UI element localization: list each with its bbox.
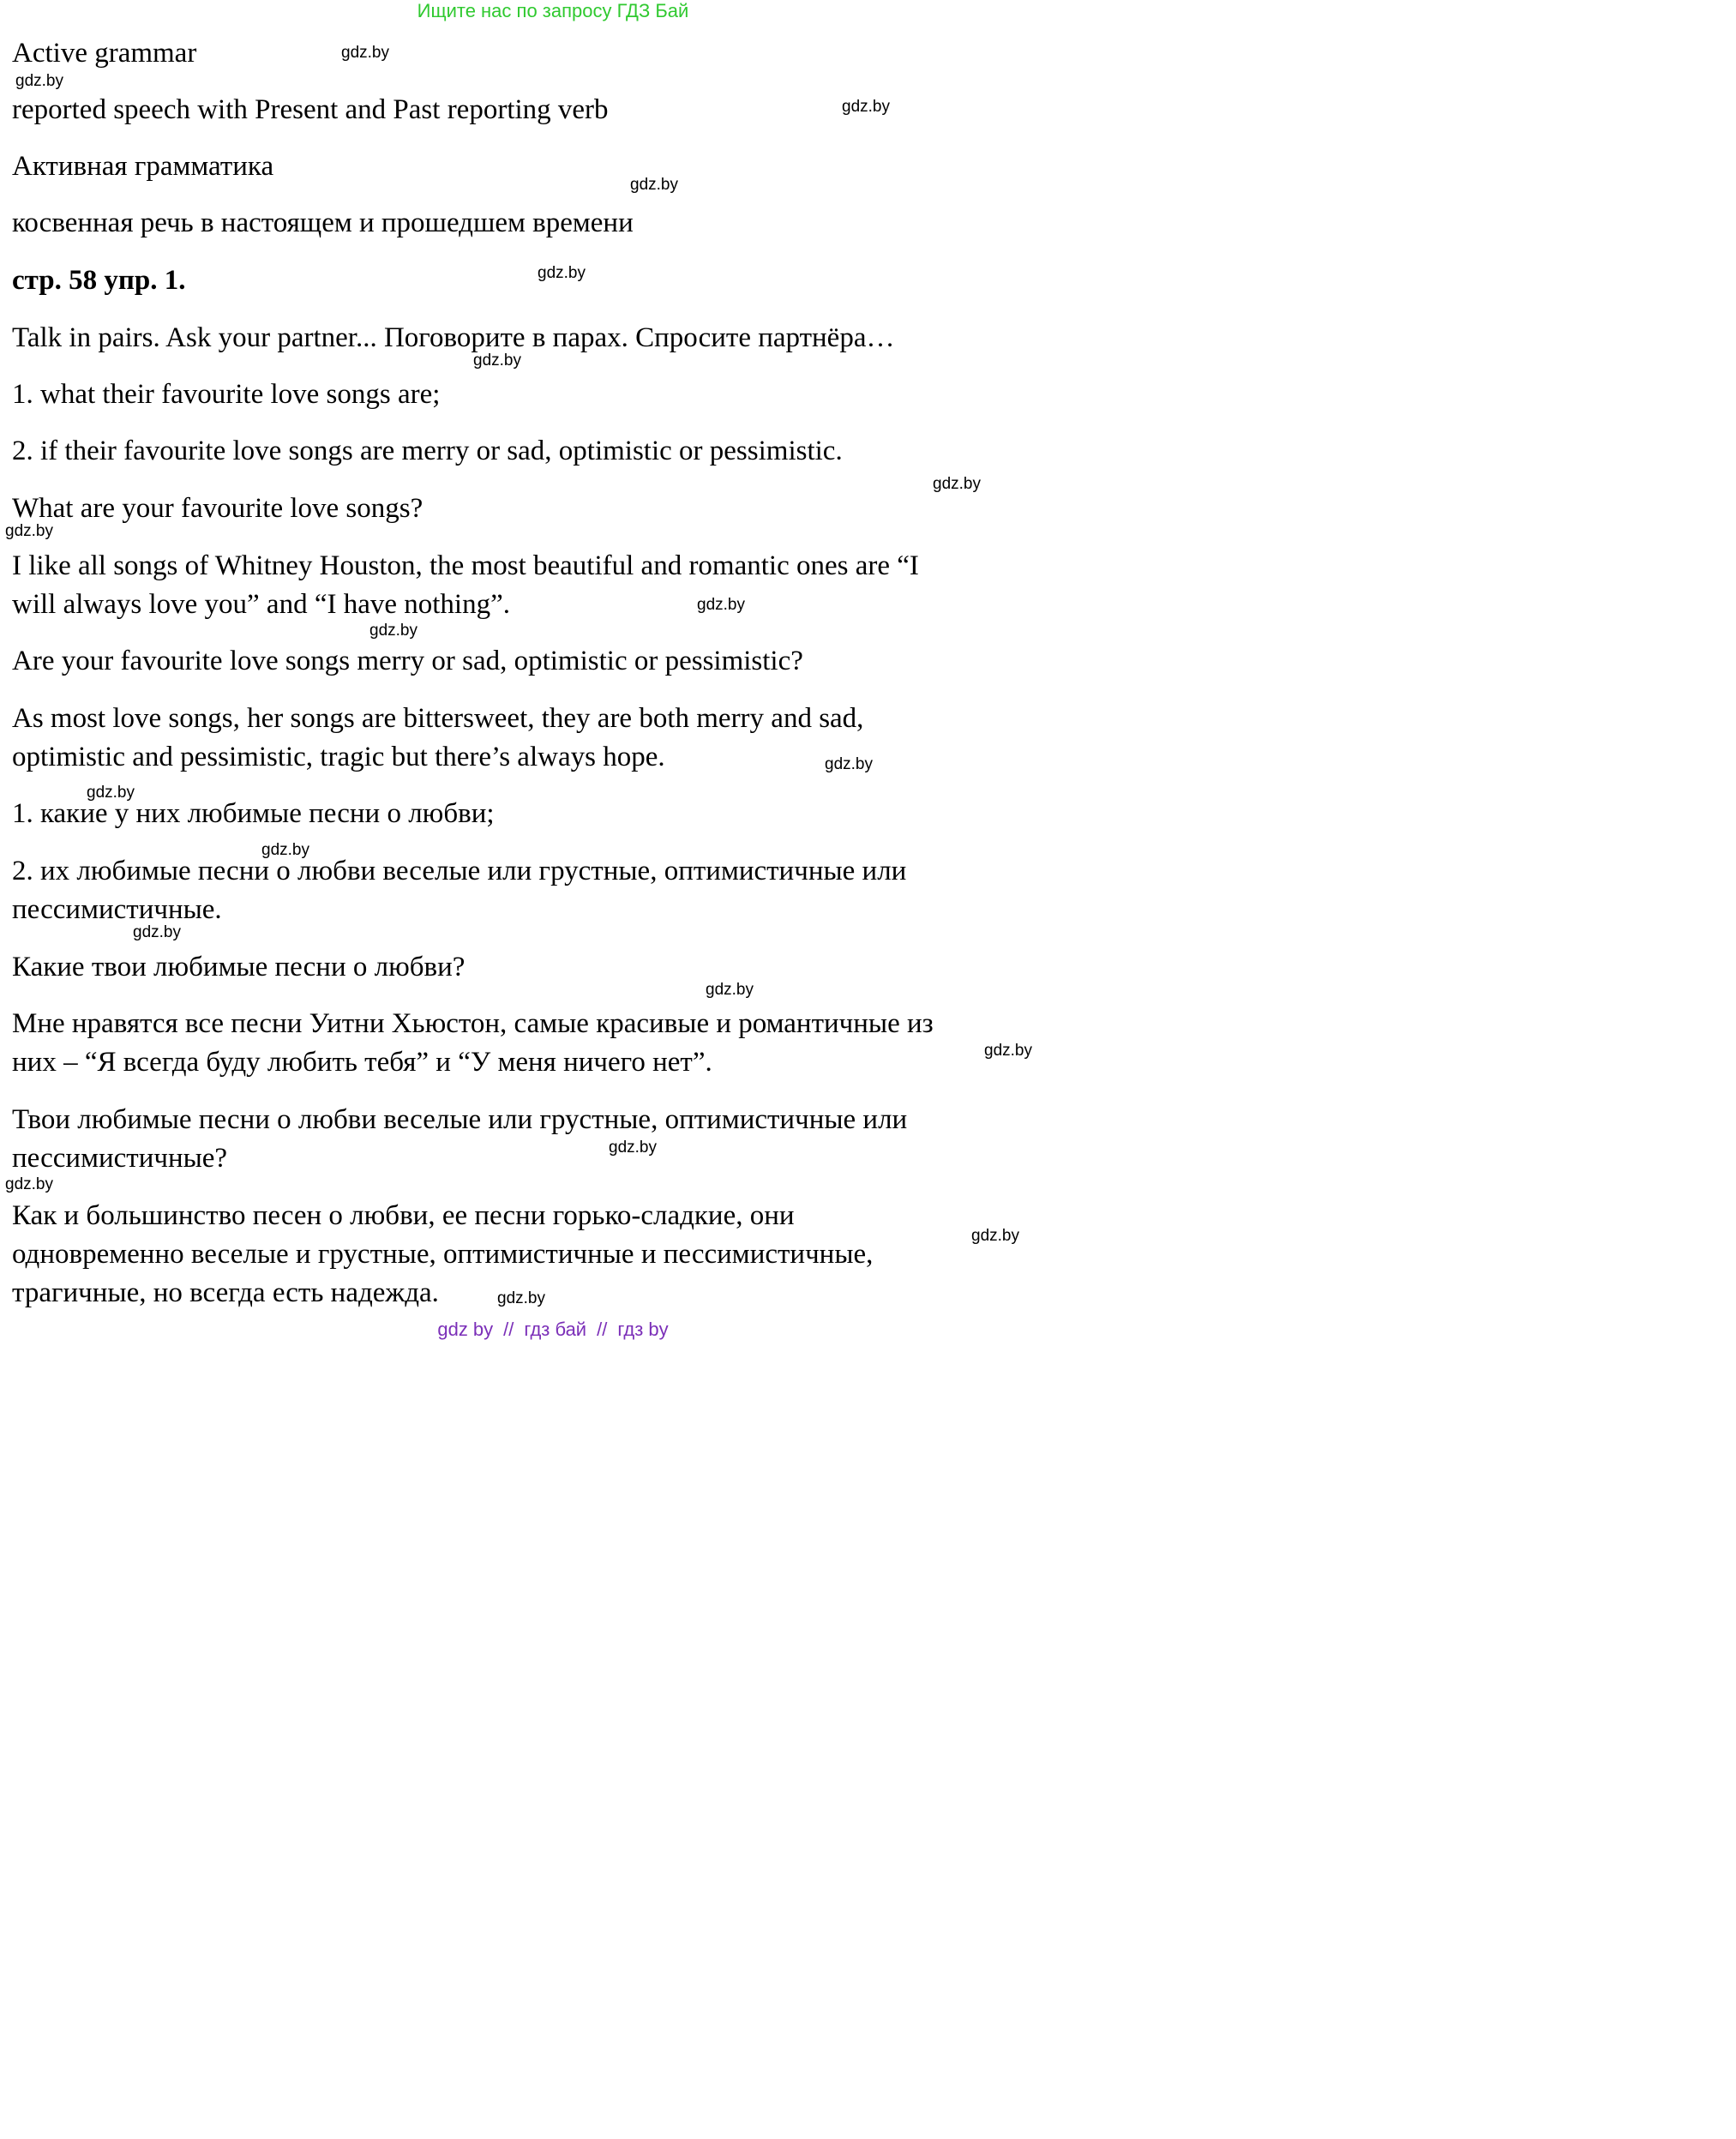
- dialog-question-2-ru-line-2: пессимистичные?: [12, 1143, 228, 1174]
- footer-links: [0, 1319, 1106, 1341]
- dialog-answer-2-ru-line-2: одновременно веселые и грустные, оптимистичные и пессимистичные,: [12, 1239, 874, 1270]
- watermark: gdz.by: [369, 622, 417, 640]
- dialog-answer-2-en-line-2: optimistic and pessimistic, tragic but there’s always hope.: [12, 742, 665, 772]
- watermark: gdz.by: [497, 1289, 545, 1307]
- dialog-question-1-en: What are your favourite love songs?: [12, 493, 423, 524]
- watermark: gdz.by: [15, 72, 63, 90]
- watermark: gdz.by: [630, 176, 678, 194]
- watermark: gdz.by: [133, 923, 181, 941]
- watermark: gdz.by: [538, 264, 586, 282]
- dialog-answer-2-ru-line-3: трагичные, но всегда есть надежда.: [12, 1277, 439, 1308]
- dialog-answer-1-en-line-2: will always love you” and “I have nothing”.: [12, 589, 510, 620]
- question-1-ru: 1. какие у них любимые песни о любви;: [12, 798, 495, 829]
- dialog-answer-1-ru-line-1: Мне нравятся все песни Уитни Хьюстон, самые красивые и романтичные из: [12, 1008, 934, 1039]
- question-2-ru-line-1: 2. их любимые песни о любви веселые или грустные, оптимистичные или: [12, 856, 907, 886]
- dialog-answer-2-ru-line-1: Как и большинство песен о любви, ее песни горько-сладкие, они: [12, 1200, 795, 1231]
- top-banner: Ищите нас по запросу ГДЗ Бай: [417, 0, 689, 21]
- dialog-answer-2-en-line-1: As most love songs, her songs are bittersweet, they are both merry and sad,: [12, 703, 864, 734]
- exercise-title: стр. 58 упр. 1.: [12, 265, 186, 296]
- footer-link-gdz-by[interactable]: gdz by: [437, 1319, 494, 1340]
- watermark: gdz.by: [609, 1139, 657, 1157]
- watermark: gdz.by: [5, 1175, 53, 1193]
- watermark: gdz.by: [842, 98, 890, 116]
- watermark: gdz.by: [5, 522, 53, 540]
- watermark: gdz.by: [473, 351, 521, 370]
- question-1-en: 1. what their favourite love songs are;: [12, 379, 441, 410]
- watermark: gdz.by: [984, 1042, 1032, 1060]
- dialog-question-2-ru-line-1: Твои любимые песни о любви веселые или грустные, оптимистичные или: [12, 1104, 908, 1135]
- footer-link-gdz-bay[interactable]: гдз бай: [524, 1319, 587, 1340]
- watermark: gdz.by: [341, 44, 389, 62]
- subheading-ru: косвенная речь в настоящем и прошедшем времени: [12, 207, 634, 238]
- footer-link-gdz-by-mixed[interactable]: гдз by: [617, 1319, 669, 1340]
- watermark: gdz.by: [933, 475, 981, 493]
- watermark: gdz.by: [971, 1227, 1019, 1245]
- watermark: gdz.by: [261, 841, 309, 859]
- subheading-en: reported speech with Present and Past reporting verb: [12, 94, 609, 125]
- watermark: gdz.by: [706, 981, 754, 999]
- question-2-ru-line-2: пессимистичные.: [12, 894, 222, 925]
- heading-ru: Активная грамматика: [12, 151, 274, 182]
- footer-separator: //: [503, 1319, 514, 1340]
- question-2-en: 2. if their favourite love songs are merry or sad, optimistic or pessimistic.: [12, 436, 843, 466]
- watermark: gdz.by: [87, 784, 135, 802]
- dialog-answer-1-ru-line-2: них – “Я всегда буду любить тебя” и “У меня ничего нет”.: [12, 1047, 712, 1078]
- watermark: gdz.by: [825, 755, 873, 773]
- dialog-question-1-ru: Какие твои любимые песни о любви?: [12, 952, 466, 982]
- heading-en: Active grammar: [12, 38, 197, 69]
- dialog-answer-1-en-line-1: I like all songs of Whitney Houston, the most beautiful and romantic ones are “I: [12, 550, 919, 581]
- footer-separator: //: [597, 1319, 608, 1340]
- instruction: Talk in pairs. Ask your partner... Поговорите в парах. Спросите партнёра…: [12, 322, 895, 353]
- watermark: gdz.by: [697, 596, 745, 614]
- dialog-question-2-en: Are your favourite love songs merry or sad, optimistic or pessimistic?: [12, 646, 803, 676]
